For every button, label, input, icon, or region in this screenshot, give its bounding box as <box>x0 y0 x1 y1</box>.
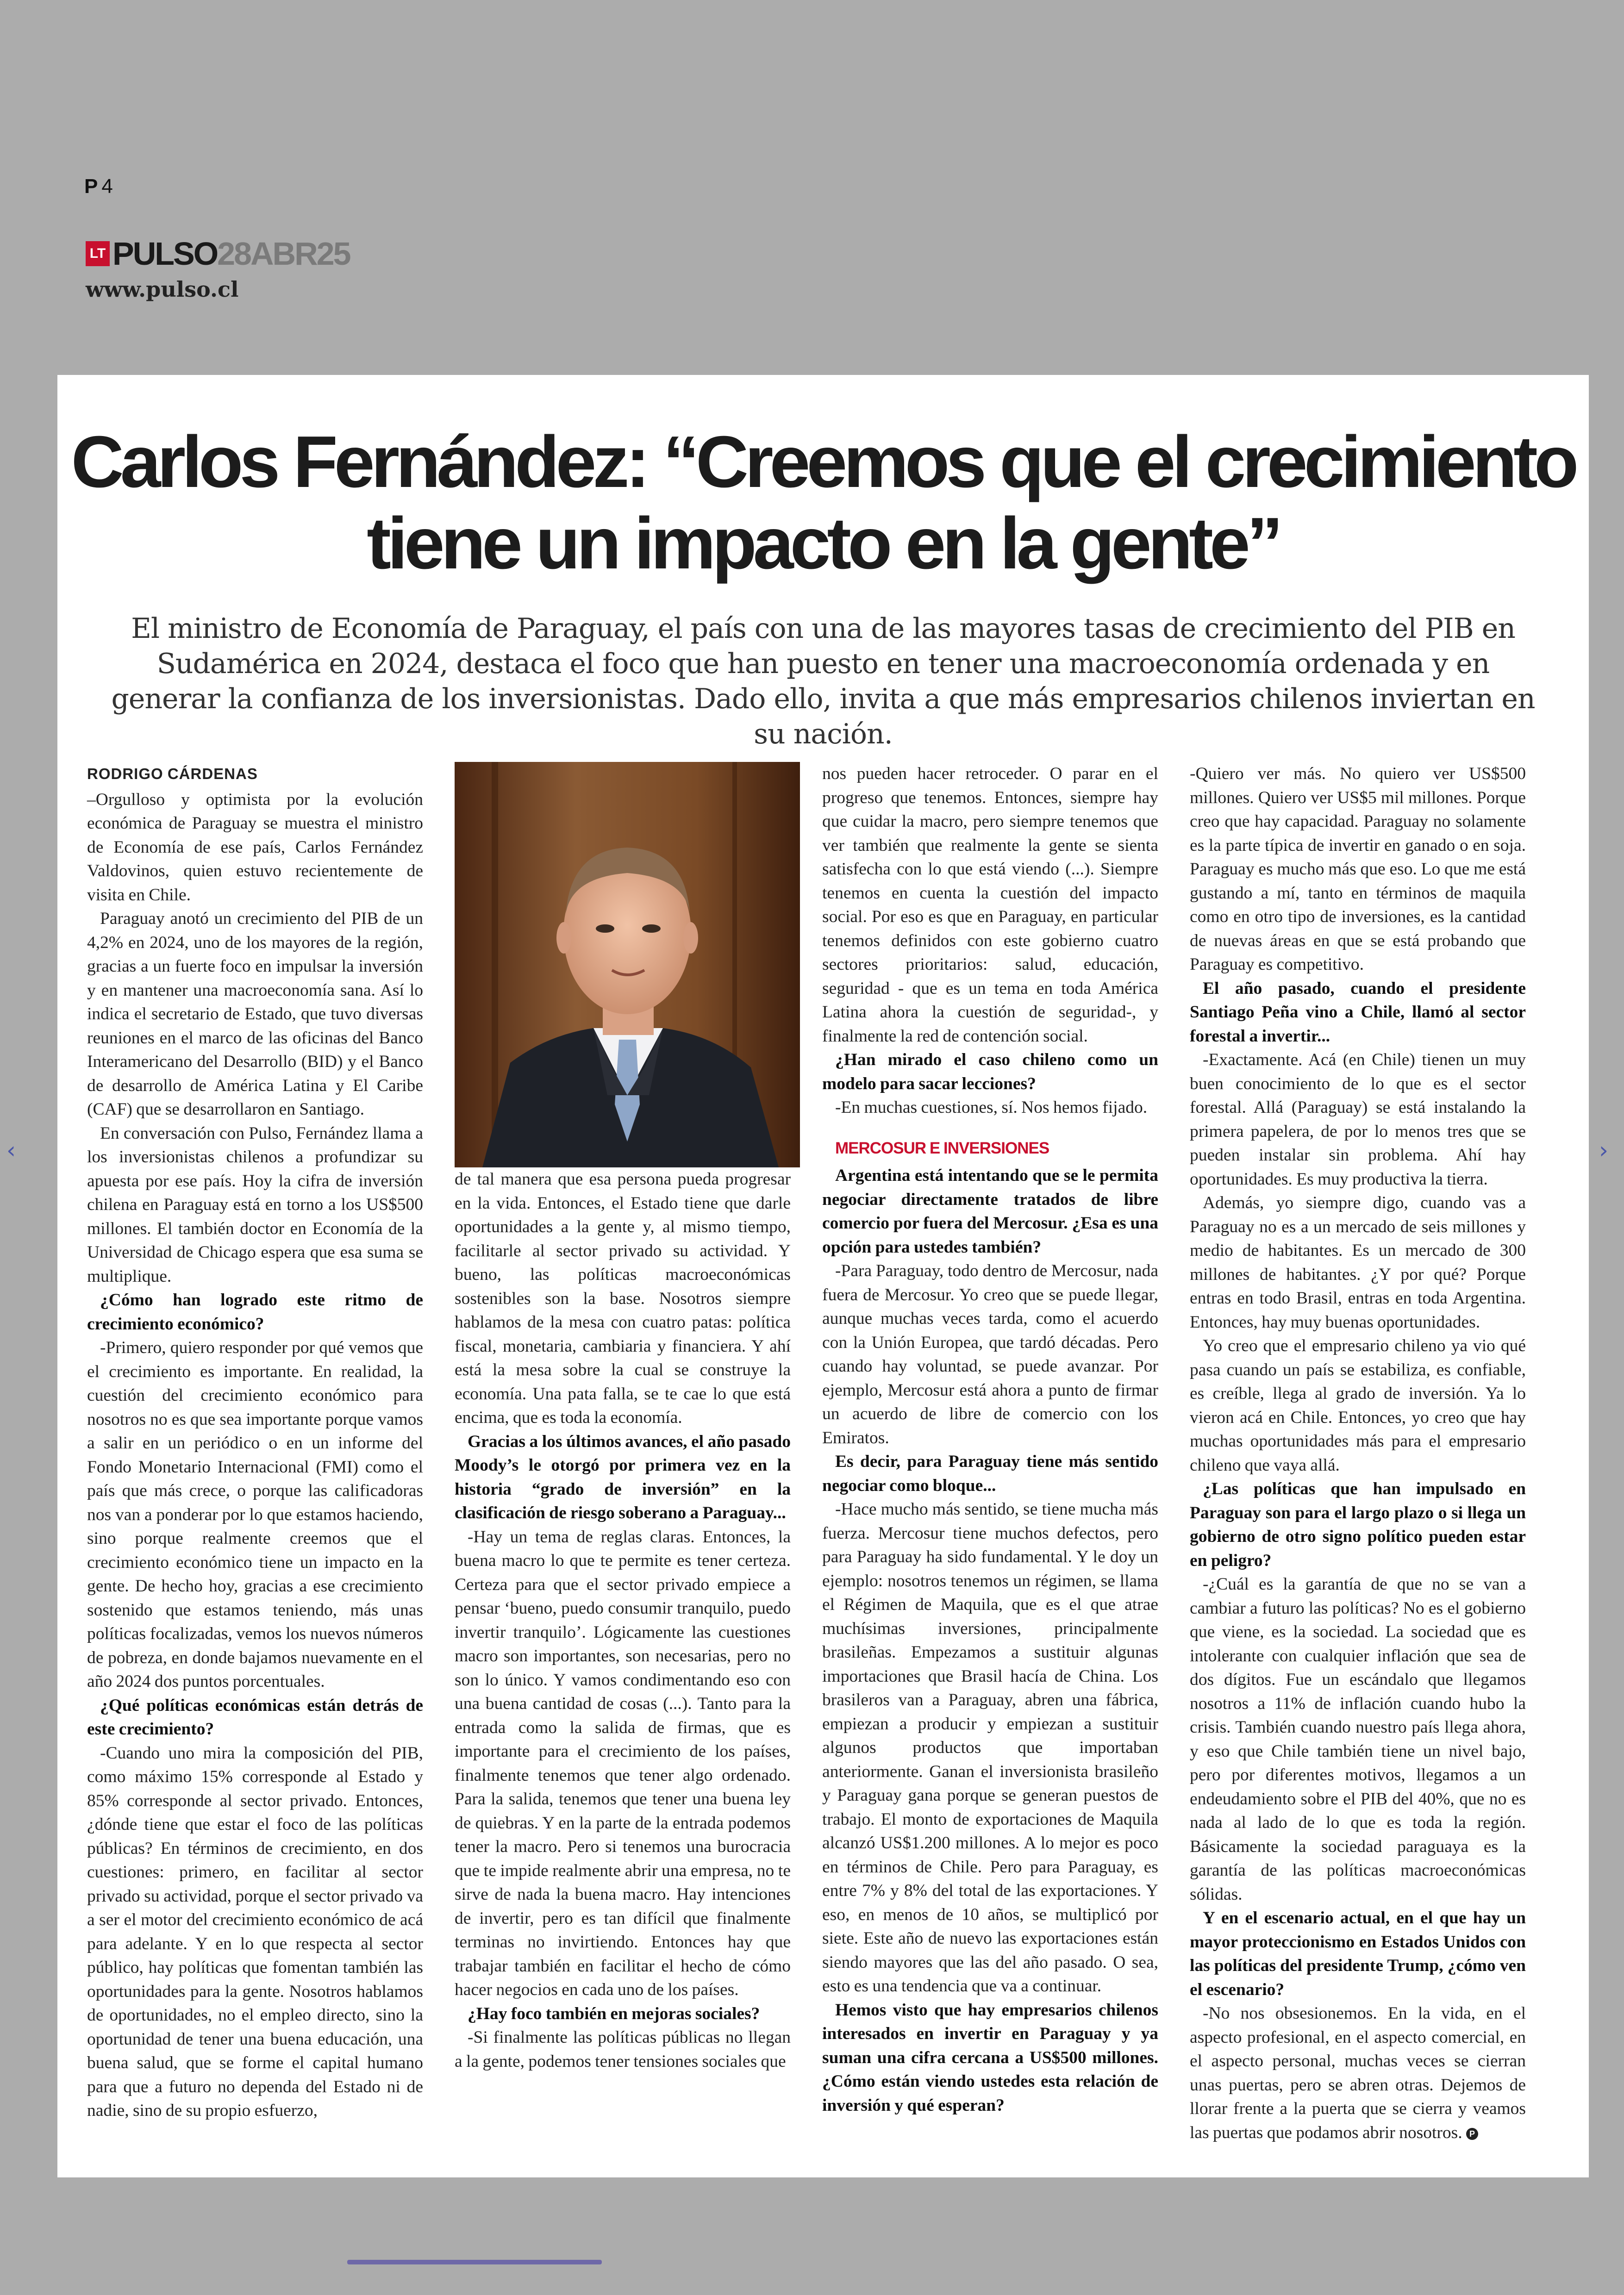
question: Gracias a los últimos avances, el año pasado Moody’s le otorgó por primera vez en la historia “grado de inversión” en la clasificación de riesgo soberano a Paraguay... <box>455 1432 791 1522</box>
paragraph: Paraguay anotó un crecimiento del PIB de un 4,2% en 2024, uno de los mayores de la región, gracias a un fuerte foco en impulsar la inversión y en mantener una macroeconomía sana. Así lo indica el secretario de Estado, que tuvo diversas reuniones en el marco de las oficinas del Banco Interamericano del Desarrollo (BID) y el Banco de desarrollo de América Latina y El Caribe (CAF) que se desarrollaron en Santiago. <box>87 909 423 1119</box>
final-paragraph: -No nos obsesionemos. En la vida, en el aspecto profesional, en el aspecto comercial, en el aspecto personal, muchas veces se cierran unas puertas, pero se abren otras. Dejemos de llorar frente a la puerta que se cierra y veamos las puertas que podamos abrir nosotros. <box>1190 2004 1526 2142</box>
question: ¿Han mirado el caso chileno como un modelo para sacar lecciones? <box>822 1050 1158 1093</box>
page-number <box>84 175 113 198</box>
column-1 <box>87 762 423 2123</box>
question: Hemos visto que hay empresarios chilenos interesados en invertir en Paraguay y ya suman una cifra cercana a US$500 millones. ¿Cómo están viendo ustedes esta relación de inversión y qué esperan? <box>822 2000 1158 2115</box>
paragraph: -Primero, quiero responder por qué vemos que el crecimiento es importante. En realidad, la cuestión del crecimiento económico para nosotros no es que sea importante porque vamos a salir en un periódico o en un informe del Fondo Monetario Internacional (FMI) como el país que más crece, o porque las calificadoras nos van a ponderar por lo que estamos haciendo, sino porque realmente creemos que el crecimiento económico tiene un impacto en la gente. De hecho hoy, gracias a ese crecimiento sostenido que estamos teniendo, más unas políticas focalizadas, vemos los nuevos números de pobreza, en donde bajamos nuevamente en el año 2024 dos puntos porcentuales. <box>87 1338 423 1691</box>
lt-logo: LT <box>86 241 110 266</box>
column-3 <box>822 762 1158 2117</box>
end-mark-icon: P <box>1466 2128 1478 2140</box>
paragraph: -¿Cuál es la garantía de que no se van a cambiar a futuro las políticas? No es el gobierno que viene, es la sociedad. La sociedad que es intolerante con cualquier inflación que sea de dos dígitos. Fue un escándalo que llegamos nosotros a 11% de inflación cuando hubo la crisis. También cuando nuestro país llega ahora, y eso que Chile también tiene un nivel bajo, pero por diferentes motivos, llegamos a un endeudamiento sobre el PIB del 40%, que no es nada al lado de lo que es toda la región. Básicamente la sociedad paraguaya es la garantía de las políticas macroeconómicas sólidas. <box>1190 1575 1526 1904</box>
paragraph: -Si finalmente las políticas públicas no llegan a la gente, podemos tener tensiones sociales que <box>455 2028 791 2071</box>
dek: El ministro de Economía de Paraguay, el país con una de las mayores tasas de crecimiento del PIB en Sudamérica en 2024, destaca el foco que han puesto en tener una macroeconomía ordenada y en generar la confianza de los inversionistas. Dado ello, invita a que más empresarios chilenos inviertan en su nación. <box>111 612 1535 750</box>
question: ¿Hay foco también en mejoras sociales? <box>468 2004 760 2023</box>
question: Y en el escenario actual, en el que hay un mayor proteccionismo en Estados Unidos con las políticas del presidente Trump, ¿cómo ven el escenario? <box>1190 1908 1526 1999</box>
paragraph <box>1190 2002 1526 2145</box>
question: ¿Qué políticas económicas están detrás de este crecimiento? <box>87 1696 423 1739</box>
paragraph: Yo creo que el empresario chileno ya vio qué pasa cuando un país se estabiliza, es confiable, es creíble, llega al grado de inversión. Ya lo vieron acá en Chile. Entonces, yo creo que hay muchas oportunidades más para el empresario chileno que vaya allá. <box>1190 1336 1526 1475</box>
paragraph: -Hace mucho más sentido, se tiene mucha más fuerza. Mercosur tiene muchos defectos, pero para Paraguay ha sido fundamental. Y le doy un ejemplo: nosotros tenemos un régimen, se llama el Régimen de Maquila, que es el que atrae muchísimas inversiones, principalmente brasileñas. Empezamos a sustituir algunas importaciones que Brasil hacía de China. Los brasileros van a Paraguay, abren una fábrica, empiezan a producir y empiezan a sustituir algunos productos que importaban anteriormente. Ganan el inversionista brasileño y Paraguay gana porque se generan puestos de trabajo. El monto de exportaciones de Maquila alcanzó US$1.200 millones. A lo mejor es poco en términos de Chile. Pero para Paraguay, es entre 7% y 8% del total de las exportaciones. Y eso, en menos de 10 años, se multiplicó por siete. Este año de nuevo las exportaciones están siendo mayores que las del año pasado. O sea, esto es una tendencia que va a continuar. <box>822 1500 1158 1996</box>
page-number-prefix: P <box>84 175 98 198</box>
paragraph: -Exactamente. Acá (en Chile) tienen un muy buen conocimiento de lo que es el sector forestal. Allá (Paraguay) se está instalando la primera papelera, de por lo menos tres que se pueden instalar sin problema. Ahí hay oportunidades. Es muy productiva la tierra. <box>1190 1050 1526 1189</box>
masthead <box>86 237 350 270</box>
paragraph: Además, yo siempre digo, cuando vas a Paraguay no es a un mercado de seis millones y medio de habitantes. Es un mercado de 300 millones de habitantes. ¿Y por qué? Porque entras en todo Brasil, entras en toda Argentina. Entonces, hay muy buenas oportunidades. <box>1190 1193 1526 1332</box>
paragraph: –Orgulloso y optimista por la evolución económica de Paraguay se muestra el ministro de Economía de ese país, Carlos Fernández Valdovinos, quien estuvo recientemente de visita en Chile. <box>87 790 423 904</box>
paragraph: nos pueden hacer retroceder. O parar en el progreso que tenemos. Entonces, siempre hay que cuidar la macro, pero siempre tenemos que ver también que realmente la gente se sienta satisfecha con lo que está viendo (...). Siempre tenemos en cuenta la cuestión del impacto social. Por eso es que en Paraguay, en particular tenemos definidos con este gobierno cuatro sectores prioritarios: salud, educación, seguridad - que es un tema en toda América Latina ahora la cuestión de seguridad-, y finalmente la red de contención social. <box>822 764 1158 1046</box>
paragraph: -Para Paraguay, todo dentro de Mercosur, nada fuera de Mercosur. Yo creo que se puede llegar, aunque muchas veces tarda, como el acuerdo con la Unión Europea, que tardó décadas. Pero cuando hay voluntad, se puede avanzar. Por ejemplo, Mercosur está ahora a punto de firmar un acuerdo de libre de comercio con los Emiratos. <box>822 1261 1158 1447</box>
headline: Carlos Fernández: “Creemos que el crecimiento tiene un impacto en la gente” <box>71 421 1575 584</box>
next-page-chevron-icon[interactable]: › <box>1599 1137 1608 1164</box>
site-url[interactable]: www.pulso.cl <box>86 277 239 302</box>
paragraph: En conversación con Pulso, Fernández llama a los inversionistas chilenos a profundizar su apuesta por ese país. Hoy la cifra de inversión chilena en Paraguay está en torno a los US$500 millones. El también doctor en Economía de la Universidad de Chicago espera que esa suma se multiplique. <box>87 1123 423 1286</box>
publication-name: PULSO <box>112 236 218 272</box>
paragraph: de tal manera que esa persona pueda progresar en la vida. Entonces, el Estado tiene que darle oportunidades a la gente y, al mismo tiempo, facilitarle al sector privado su actividad. Y bueno, las políticas macroeconómicas sostenibles son la base. Nosotros siempre hablamos de la mesa con cuatro patas: política fiscal, monetaria, cambiaria y financiera. Y ahí está la mesa sobre la cual se construye la economía. Una pata falla, se te cae lo que está encima, que es toda la economía. <box>455 1170 791 1427</box>
byline: RODRIGO CÁRDENAS <box>87 765 258 782</box>
paragraph: -En muchas cuestiones, sí. Nos hemos fijado. <box>835 1098 1148 1117</box>
section-heading: MERCOSUR E INVERSIONES <box>835 1139 1049 1157</box>
horizontal-scrollbar-thumb[interactable] <box>347 2260 602 2264</box>
paragraph: -Quiero ver más. No quiero ver US$500 millones. Quiero ver US$5 mil millones. Porque creo que hay capacidad. Paraguay no solamente es la parte típica de invertir en ganado o en soja. Paraguay es mucho más que eso. Lo que me está gustando a mí, tanto en términos de maquila como en otro tipo de inversiones, es la cantidad de nuevas áreas en que se está probando que Paraguay es competitivo. <box>1190 764 1526 974</box>
question: Argentina está intentando que se le permita negociar directamente tratados de libre comercio por fuera del Mercosur. ¿Esa es una opción para ustedes también? <box>822 1166 1158 1257</box>
paragraph: -Hay un tema de reglas claras. Entonces, la buena macro lo que te permite es tener certeza. Certeza para que el sector privado empiece a pensar ‘bueno, puedo consumir tranquilo, puedo invertir tranquilo’. Lógicamente las cuestiones macro son importantes, son necesarias, pero no son lo único. Y vamos condimentando eso con una buena cantidad de cosas (...). Tanto para la entrada como la salida de firmas, que es importante para el crecimiento de los países, finalmente tenemos que tener algo ordenado. Para la salida, tenemos que tener una buena ley de quiebras. Y en la parte de la entrada podemos tener la macro. Pero si tenemos una burocracia que te impide realmente abrir una empresa, no te sirve de nada la buena macro. Hay intenciones de invertir, pero es tan difícil que finalmente terminas no invirtiendo. Entonces hay que trabajar también en facilitar el hecho de cómo hacer negocios en cada uno de los países. <box>455 1527 791 1999</box>
portrait-illustration <box>455 762 800 1167</box>
column-2 <box>455 1167 791 2073</box>
previous-page-chevron-icon[interactable]: ‹ <box>6 1137 16 1164</box>
column-4 <box>1190 762 1526 2145</box>
paragraph: -Cuando uno mira la composición del PIB, como máximo 15% corresponde al Estado y 85% corresponde al sector privado. Entonces, ¿dónde tiene que estar el foco de las políticas públicas? En términos de crecimiento, en dos cuestiones: primero, en facilitar al sector privado su actividad, porque el sector privado va a ser el motor del crecimiento económico de acá para adelante. Y en lo que respecta al sector público, hay políticas que fomentan también las oportunidades para la gente. Nosotros hablamos de oportunidades, no el empleo directo, sino la oportunidad de tener una buena educación, una buena salud, que se forme el capital humano para que a futuro no dependa del Estado ni de nadie, sino de su propio esfuerzo, <box>87 1743 423 2120</box>
portrait-photo <box>455 762 800 1167</box>
publication-date: 28ABR25 <box>217 236 350 272</box>
question: Es decir, para Paraguay tiene más sentido negociar como bloque... <box>822 1452 1158 1495</box>
question: ¿Cómo han logrado este ritmo de crecimiento económico? <box>87 1291 423 1334</box>
page-number-value: 4 <box>101 175 113 198</box>
article-page <box>57 375 1589 2177</box>
question: ¿Las políticas que han impulsado en Paraguay son para el largo plazo o si llega un gobierno de otro signo político pueden estar en peligro? <box>1190 1479 1526 1570</box>
question: El año pasado, cuando el presidente Santiago Peña vino a Chile, llamó al sector forestal a invertir... <box>1190 979 1526 1046</box>
